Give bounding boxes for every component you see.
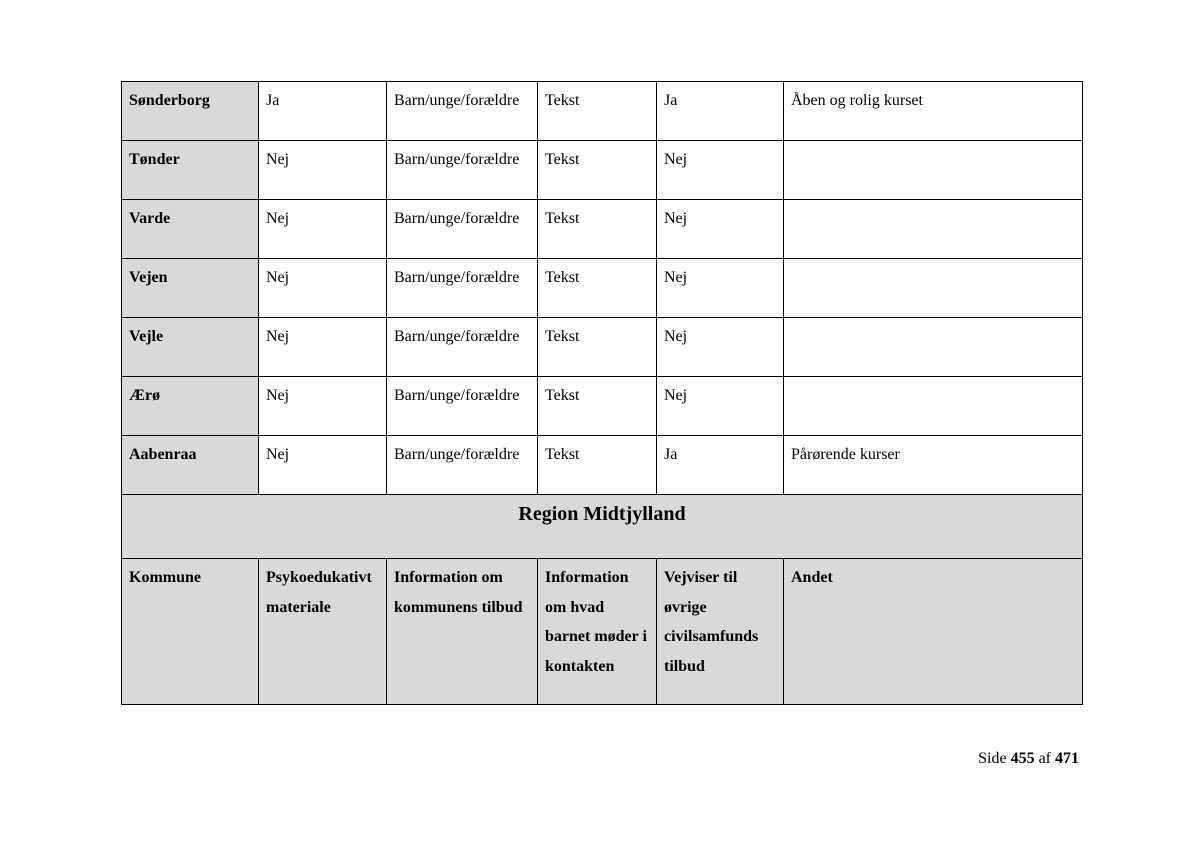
header-vejviser: Vejviser til øvrige civilsamfunds tilbud bbox=[657, 559, 784, 705]
vejviser-cell: Nej bbox=[657, 141, 784, 200]
andet-cell: Pårørende kurser bbox=[784, 436, 1083, 495]
info-barn-cell: Tekst bbox=[538, 82, 657, 141]
footer-separator: af bbox=[1038, 750, 1051, 767]
info-barn-cell: Tekst bbox=[538, 200, 657, 259]
header-info-tilbud: Information om kommunens tilbud bbox=[387, 559, 538, 705]
header-andet: Andet bbox=[784, 559, 1083, 705]
andet-cell bbox=[784, 318, 1083, 377]
table-row bbox=[122, 377, 1083, 436]
header-kommune: Kommune bbox=[122, 559, 259, 705]
vejviser-cell: Ja bbox=[657, 82, 784, 141]
info-barn-cell: Tekst bbox=[538, 259, 657, 318]
vejviser-cell: Nej bbox=[657, 377, 784, 436]
vejviser-cell: Nej bbox=[657, 259, 784, 318]
table-row bbox=[122, 318, 1083, 377]
psyko-cell: Nej bbox=[259, 200, 387, 259]
andet-cell bbox=[784, 200, 1083, 259]
vejviser-cell: Nej bbox=[657, 200, 784, 259]
info-tilbud-cell: Barn/unge/forældre bbox=[387, 141, 538, 200]
info-tilbud-cell: Barn/unge/forældre bbox=[387, 377, 538, 436]
info-barn-cell: Tekst bbox=[538, 318, 657, 377]
info-tilbud-cell: Barn/unge/forældre bbox=[387, 259, 538, 318]
psyko-cell: Nej bbox=[259, 318, 387, 377]
vejviser-cell: Nej bbox=[657, 318, 784, 377]
info-tilbud-cell: Barn/unge/forældre bbox=[387, 82, 538, 141]
kommune-table bbox=[121, 81, 1083, 705]
kommune-cell: Sønderborg bbox=[122, 82, 259, 141]
table-row bbox=[122, 259, 1083, 318]
page-footer bbox=[978, 750, 1079, 768]
psyko-cell: Nej bbox=[259, 436, 387, 495]
info-barn-cell: Tekst bbox=[538, 377, 657, 436]
header-info-barn: Information om hvad barnet møder i kontakten bbox=[538, 559, 657, 705]
info-tilbud-cell: Barn/unge/forældre bbox=[387, 200, 538, 259]
table-row bbox=[122, 200, 1083, 259]
andet-cell bbox=[784, 259, 1083, 318]
footer-prefix: Side bbox=[978, 750, 1007, 767]
kommune-cell: Aabenraa bbox=[122, 436, 259, 495]
andet-cell bbox=[784, 141, 1083, 200]
psyko-cell: Nej bbox=[259, 377, 387, 436]
psyko-cell: Nej bbox=[259, 259, 387, 318]
info-barn-cell: Tekst bbox=[538, 436, 657, 495]
kommune-cell: Tønder bbox=[122, 141, 259, 200]
kommune-cell: Ærø bbox=[122, 377, 259, 436]
footer-total-pages: 471 bbox=[1055, 750, 1079, 767]
table-row bbox=[122, 141, 1083, 200]
region-row bbox=[122, 495, 1083, 559]
header-psyko: Psykoedukativt materiale bbox=[259, 559, 387, 705]
kommune-cell: Vejle bbox=[122, 318, 259, 377]
andet-cell: Åben og rolig kurset bbox=[784, 82, 1083, 141]
header-row bbox=[122, 559, 1083, 705]
region-title: Region Midtjylland bbox=[122, 495, 1083, 559]
psyko-cell: Nej bbox=[259, 141, 387, 200]
kommune-cell: Varde bbox=[122, 200, 259, 259]
footer-page-number: 455 bbox=[1010, 750, 1035, 767]
kommune-cell: Vejen bbox=[122, 259, 259, 318]
vejviser-cell: Ja bbox=[657, 436, 784, 495]
andet-cell bbox=[784, 377, 1083, 436]
info-barn-cell: Tekst bbox=[538, 141, 657, 200]
info-tilbud-cell: Barn/unge/forældre bbox=[387, 436, 538, 495]
psyko-cell: Ja bbox=[259, 82, 387, 141]
table-row bbox=[122, 436, 1083, 495]
info-tilbud-cell: Barn/unge/forældre bbox=[387, 318, 538, 377]
table-row bbox=[122, 82, 1083, 141]
